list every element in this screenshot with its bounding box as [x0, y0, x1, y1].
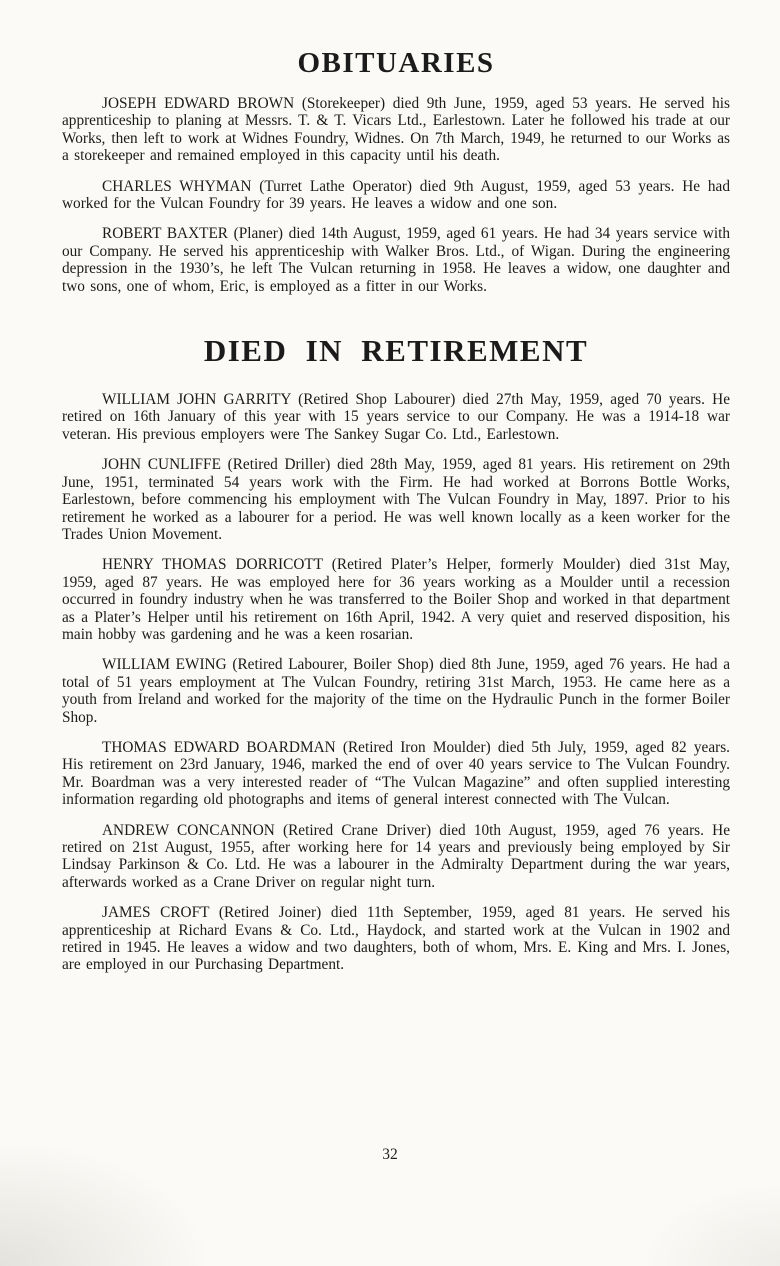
section-title-died-in-retirement: DIED IN RETIREMENT	[203, 333, 589, 369]
obituary-joseph-edward-brown: JOSEPH EDWARD BROWN (Storekeeper) died 9th June, 1959, aged 53 years. He served his apprenticeship to planing at Messrs. T. & T. Vicars Ltd., Earlestown. Later he followed his trade at our Works, then left to work at Widnes Foundry, Widnes. On 7th March, 1949, he returned to our Works as a storekeeper and remained employed in this capacity until his death.	[62, 95, 730, 165]
obituary-james-croft: JAMES CROFT (Retired Joiner) died 11th September, 1959, aged 81 years. He served his apprenticeship at Richard Evans & Co. Ltd., Haydock, and started work at the Vulcan in 1902 and retired in 1945. He leaves a widow and two daughters, both of whom, Mrs. E. King and Mrs. I. Jones, are employed in our Purchasing Department.	[62, 904, 730, 974]
obituary-william-ewing: WILLIAM EWING (Retired Labourer, Boiler Shop) died 8th June, 1959, aged 76 years. He had a total of 51 years employment at The Vulcan Foundry, retiring 31st March, 1953. He came here as a youth from Ireland and worked for the majority of the time on the Hydraulic Punch in the former Boiler Shop.	[62, 656, 730, 726]
obituary-thomas-edward-boardman: THOMAS EDWARD BOARDMAN (Retired Iron Moulder) died 5th July, 1959, aged 82 years. His retirement on 23rd January, 1946, marked the end of over 40 years service to The Vulcan Foundry. Mr. Boardman was a very interested reader of “The Vulcan Magazine” and often supplied interesting information regarding old photographs and items of general interest connected with The Vulcan.	[62, 738, 730, 809]
obituary-andrew-concannon: ANDREW CONCANNON (Retired Crane Driver) died 10th August, 1959, aged 76 years. He retired on 21st August, 1955, after working here for 14 years and previously being employed by Sir Lindsay Parkinson & Co. Ltd. He was a labourer in the Admiralty Department during the war years, afterwards worked as a Crane Driver on regular night turn.	[62, 821, 730, 891]
obituary-william-john-garrity: WILLIAM JOHN GARRITY (Retired Shop Labourer) died 27th May, 1959, aged 70 years. He retired on 16th January of this year with 15 years service to our Company. He was a 1914-18 war veteran. His previous employers were The Sankey Sugar Co. Ltd., Earlestown.	[62, 391, 730, 443]
obituary-john-cunliffe: JOHN CUNLIFFE (Retired Driller) died 28th May, 1959, aged 81 years. His retirement on 29th June, 1951, terminated 54 years work with the Firm. He had worked at Borrons Bottle Works, Earlestown, before commencing his employment with The Vulcan Foundry in May, 1897. Prior to his retirement he worked as a labourer for a period. He was well known locally as a keen worker for the Trades Union Movement.	[62, 456, 730, 543]
obituary-robert-baxter: ROBERT BAXTER (Planer) died 14th August, 1959, aged 61 years. He had 34 years service with our Company. He served his apprenticeship with Walker Bros. Ltd., of Wigan. During the engineering depression in the 1930’s, he left The Vulcan returning in 1958. He leaves a widow, one daughter and two sons, one of whom, Eric, is employed as a fitter in our Works.	[62, 225, 730, 295]
obituary-charles-whyman: CHARLES WHYMAN (Turret Lathe Operator) died 9th August, 1959, aged 53 years. He had worked for the Vulcan Foundry for 39 years. He leaves a widow and one son.	[62, 177, 730, 213]
section-title-obituaries: OBITUARIES	[297, 47, 495, 79]
obituary-henry-thomas-dorricott: HENRY THOMAS DORRICOTT (Retired Plater’s Helper, formerly Moulder) died 31st May, 1959, aged 87 years. He was employed here for 36 years working as a Moulder until a recession occurred in foundry industry when he was transferred to the Boiler Shop and worked in that department as a Plater’s Helper until his retirement on 16th April, 1942. A very quiet and reserved disposition, his main hobby was gardening and he was a keen rosarian.	[62, 556, 730, 643]
page-number: 32	[382, 1146, 398, 1163]
